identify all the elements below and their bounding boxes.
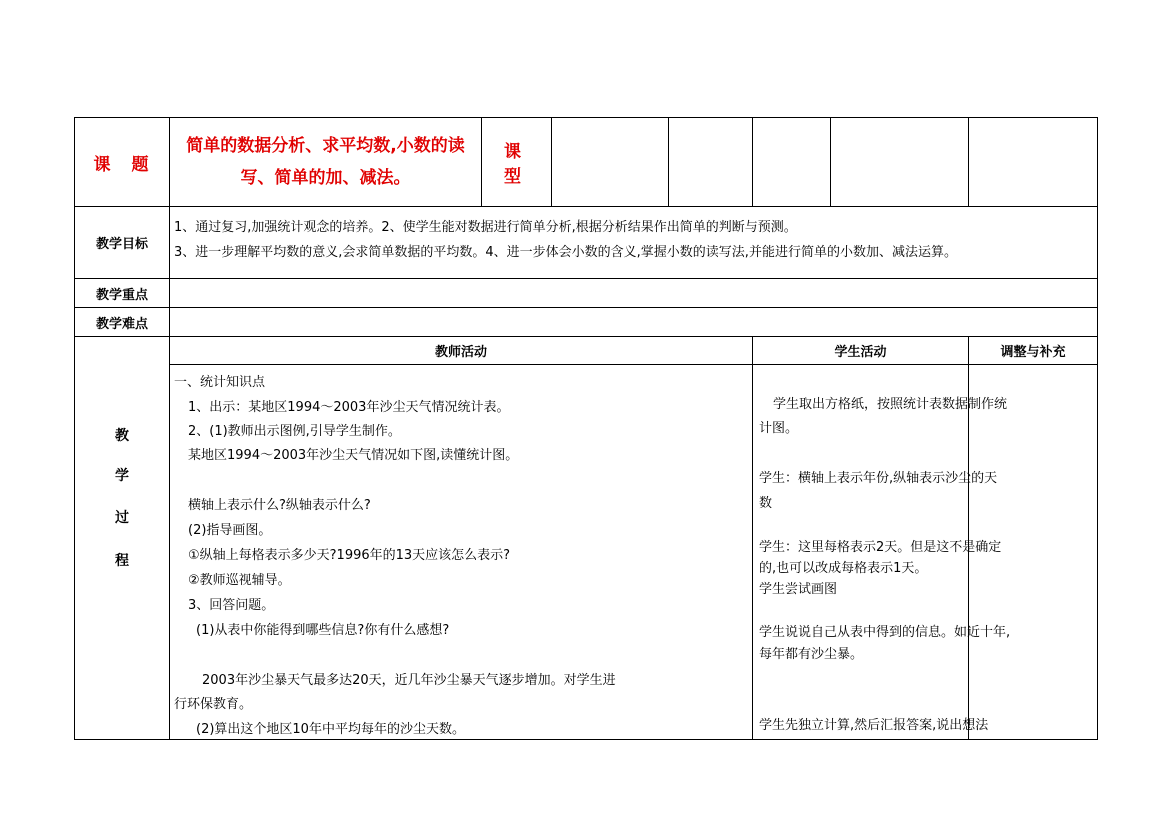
teacher-activity-content [170,365,753,740]
topic-row [75,118,1098,207]
difficult-points-row [75,308,1098,337]
difficult-points-label: 教学难点 [75,308,170,337]
teacher-line: ①纵轴上每格表示多少天?1996年的13天应该怎么表示? [188,548,511,563]
difficult-points-content [170,308,1098,337]
student-line: 学生取出方格纸，按照统计表数据制作统 [773,397,1008,412]
student-line: 的,也可以改成每格表示1天。 [759,561,928,576]
goals-line-1: 1、通过复习,加强统计观念的培养。2、使学生能对数据进行简单分析,根据分析结果作出简单的判断与预测。 [174,220,797,235]
adjust-header: 调整与补充 [969,337,1098,365]
teacher-line: 行环保教育。 [174,697,253,712]
goals-content [170,207,1098,279]
type-cell-4 [831,118,969,207]
student-line: 学生尝试画图 [759,582,838,597]
student-activity-header: 学生活动 [753,337,969,365]
type-cell-1 [552,118,669,207]
teacher-line: 一、统计知识点 [174,375,266,390]
goals-row [75,207,1098,279]
topic-text: 简单的数据分析、求平均数,小数的读写、简单的加、减法。 [170,118,482,207]
key-points-label: 教学重点 [75,279,170,308]
goals-line-2: 3、进一步理解平均数的意义,会求简单数据的平均数。4、进一步体会小数的含义,掌握小数的读写法,并能进行简单的小数加、减法运算。 [174,245,957,260]
goals-label: 教学目标 [75,207,170,279]
student-line: 学生：横轴上表示年份,纵轴表示沙尘的天 [759,471,998,486]
student-line: 学生说说自己从表中得到的信息。如近十年, [759,625,1011,640]
teacher-line: 3、回答问题。 [188,598,275,613]
key-points-row [75,279,1098,308]
student-activity-content [753,365,1011,740]
type-cell-5 [969,118,1098,207]
teacher-activity-header: 教师活动 [170,337,753,365]
type-cell-2 [669,118,753,207]
type-cell-3 [753,118,831,207]
key-points-content [170,279,1098,308]
teacher-line: 2003年沙尘暴天气最多达20天，近几年沙尘暴天气逐步增加。对学生进 [202,673,616,688]
student-line: 每年都有沙尘暴。 [759,647,864,662]
process-content-row [75,365,1098,740]
student-line: 计图。 [759,421,799,436]
student-line: 学生先独立计算,然后汇报答案,说出想法 [759,718,989,733]
process-label: 教 学 过 程 [75,337,170,740]
teacher-line: (1)从表中你能得到哪些信息?你有什么感想? [196,623,450,638]
type-label: 课 型 [482,118,552,207]
teacher-line: 横轴上表示什么?纵轴表示什么? [188,498,371,513]
topic-label: 课 题 [75,118,170,207]
process-header-row [75,337,1098,365]
teacher-line: (2)指导画图。 [188,523,272,538]
teacher-line: ②教师巡视辅导。 [188,573,291,588]
student-line: 数 [759,496,773,511]
student-line: 学生：这里每格表示2天。但是这不是确定 [759,540,1002,555]
teacher-line: 2、(1)教师出示图例,引导学生制作。 [188,424,401,439]
teacher-line: 某地区1994～2003年沙尘天气情况如下图,读懂统计图。 [188,448,519,463]
lesson-plan-table [74,117,1098,740]
teacher-line: 1、出示：某地区1994～2003年沙尘天气情况统计表。 [188,400,510,415]
teacher-line: (2)算出这个地区10年中平均每年的沙尘天数。 [196,722,465,737]
